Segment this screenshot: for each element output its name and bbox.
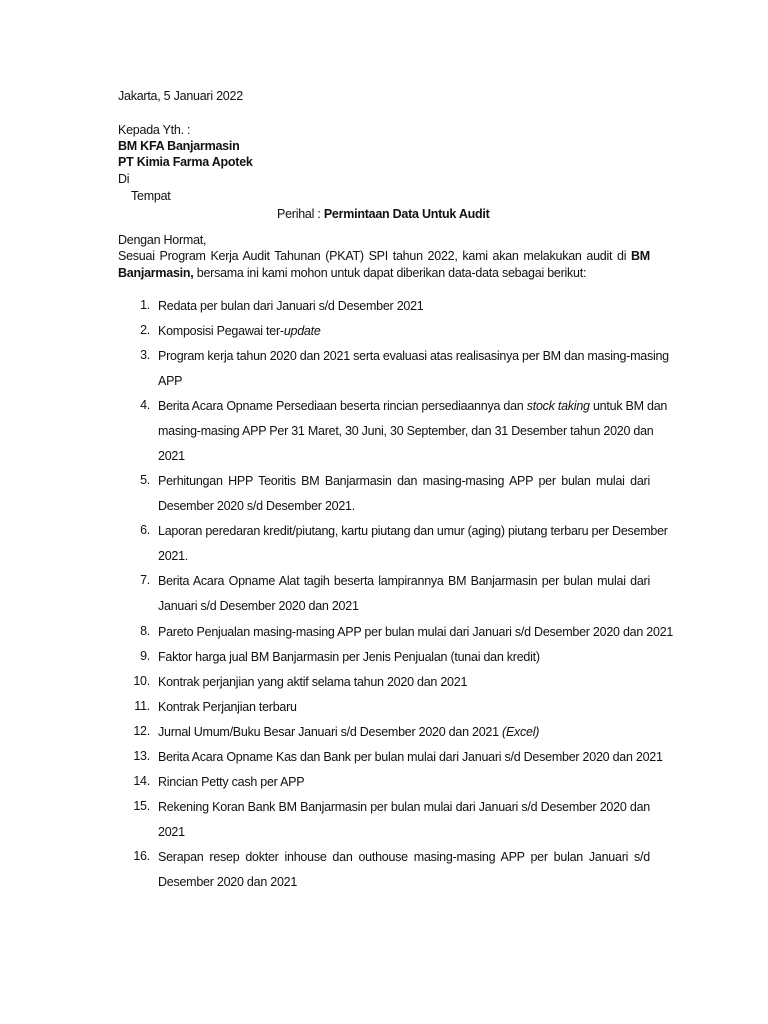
- list-item-number: 7.: [140, 573, 150, 587]
- list-item-line: [158, 373, 650, 398]
- recipient-company: PT Kimia Farma Apotek: [118, 155, 253, 169]
- list-item-italic: stock taking: [526, 399, 590, 413]
- list-item-line: [158, 598, 650, 623]
- list-item-segment: Faktor harga jual BM Banjarmasin per Jenis Penjualan (tunai dan kredit): [158, 650, 540, 664]
- list-item-text: [158, 724, 650, 749]
- intro-bold-banjarmasin: Banjarmasin,: [118, 266, 194, 280]
- intro-text: Sesuai Program Kerja Audit Tahunan (PKAT) SPI tahun 2022, kami akan melakukan audit di: [118, 249, 627, 263]
- letter-date: Jakarta, 5 Januari 2022: [118, 89, 243, 103]
- list-item-line: [158, 498, 650, 523]
- recipient-name: BM KFA Banjarmasin: [118, 139, 240, 153]
- list-item-segment: Komposisi Pegawai ter-: [158, 324, 284, 338]
- salutation-to: Kepada Yth. :: [118, 123, 191, 137]
- list-item-segment: Kontrak Perjanjian terbaru: [158, 700, 297, 714]
- list-item-segment: Berita Acara Opname Kas dan Bank per bulan mulai dari Januari s/d Desember 2020 dan 2021: [158, 750, 663, 764]
- list-item-segment: Pareto Penjualan masing-masing APP per bulan mulai dari Januari s/d Desember 2020 dan 2021: [158, 625, 674, 639]
- list-item-number: 12.: [133, 724, 150, 738]
- list-item-line: [158, 523, 668, 548]
- list-item-segment: Rincian Petty cash per APP: [158, 775, 305, 789]
- list-item-segment: 2021.: [158, 549, 189, 563]
- list-item-segment: Serapan resep dokter inhouse dan outhouse masing-masing APP per bulan Januari s/d: [158, 850, 650, 864]
- intro-bold-bm: BM: [631, 249, 650, 263]
- list-item-segment: untuk BM dan: [592, 399, 668, 413]
- list-item-text: [158, 699, 650, 724]
- list-item-segment: Program kerja tahun 2020 dan 2021 serta evaluasi atas realisasinya per BM dan masing-masing: [158, 349, 669, 363]
- list-item-number: 3.: [140, 348, 150, 362]
- list-item-italic: (Excel): [502, 725, 540, 739]
- intro-line-1: [118, 248, 650, 264]
- list-item-segment: masing-masing APP Per 31 Maret, 30 Juni, 30 September, dan 31 Desember tahun 2020 dan: [158, 424, 654, 438]
- list-item-number: 1.: [140, 298, 150, 312]
- list-item-segment: Laporan peredaran kredit/piutang, kartu piutang dan umur (aging) piutang terbaru per Desember: [158, 524, 668, 538]
- list-item-number: 14.: [133, 774, 150, 788]
- list-item-line: [158, 874, 650, 899]
- list-item-text: [158, 473, 650, 523]
- list-item-line: [158, 448, 650, 473]
- list-item-text: [158, 398, 668, 473]
- list-item-text: [158, 323, 650, 348]
- subject-line: [277, 206, 490, 222]
- list-item-line: [158, 398, 668, 423]
- list-item-number: 2.: [140, 323, 150, 337]
- list-item-text: [158, 774, 650, 799]
- list-item-segment: Redata per bulan dari Januari s/d Desember 2021: [158, 299, 424, 313]
- list-item-number: 9.: [140, 649, 150, 663]
- list-item-number: 10.: [133, 674, 150, 688]
- list-item-segment: Desember 2020 s/d Desember 2021.: [158, 499, 355, 513]
- list-item-segment: APP: [158, 374, 183, 388]
- list-item-line: [158, 749, 663, 774]
- list-item-number: 4.: [140, 398, 150, 412]
- list-item-line: [158, 624, 674, 649]
- list-item-text: [158, 674, 650, 699]
- recipient-tempat: Tempat: [131, 189, 171, 203]
- list-item-line: [158, 774, 650, 799]
- list-item-line: [158, 724, 650, 749]
- intro-line-2: [118, 265, 586, 281]
- list-item-text: [158, 298, 650, 323]
- list-item-segment: Kontrak perjanjian yang aktif selama tahun 2020 dan 2021: [158, 675, 468, 689]
- list-item-number: 5.: [140, 473, 150, 487]
- subject-label: Perihal :: [277, 207, 321, 221]
- list-item-line: [158, 849, 650, 874]
- list-item-segment: 2021: [158, 449, 185, 463]
- greeting: Dengan Hormat,: [118, 233, 207, 247]
- list-item-line: [158, 824, 650, 849]
- list-item-number: 6.: [140, 523, 150, 537]
- list-item-segment: Desember 2020 dan 2021: [158, 875, 298, 889]
- list-item-segment: Rekening Koran Bank BM Banjarmasin per bulan mulai dari Januari s/d Desember 2020 dan: [158, 800, 650, 814]
- list-item-line: [158, 298, 650, 323]
- list-item-italic: update: [283, 324, 321, 338]
- list-item-text: [158, 849, 650, 899]
- list-item-line: [158, 799, 650, 824]
- list-item-line: [158, 573, 650, 598]
- list-item-segment: Berita Acara Opname Persediaan beserta rincian persediaannya dan: [158, 399, 524, 413]
- list-item-line: [158, 699, 650, 724]
- recipient-di: Di: [118, 172, 130, 186]
- list-item-number: 11.: [134, 699, 150, 713]
- list-item-line: [158, 423, 654, 448]
- list-item-segment: 2021: [158, 825, 185, 839]
- list-item-text: [158, 749, 663, 774]
- list-item-text: [158, 348, 669, 398]
- list-item-number: 13.: [133, 749, 150, 763]
- list-item-text: [158, 799, 650, 849]
- list-item-line: [158, 323, 650, 348]
- list-item-text: [158, 573, 650, 623]
- list-item-number: 16.: [133, 849, 150, 863]
- intro-text-2: bersama ini kami mohon untuk dapat diberikan data-data sebagai berikut:: [196, 266, 587, 280]
- list-item-number: 15.: [133, 799, 150, 813]
- list-item-segment: Jurnal Umum/Buku Besar Januari s/d Desember 2020 dan 2021: [158, 725, 503, 739]
- list-item-line: [158, 473, 650, 498]
- list-item-line: [158, 548, 650, 573]
- list-item-segment: Berita Acara Opname Alat tagih beserta lampirannya BM Banjarmasin per bulan mulai dari: [158, 574, 650, 588]
- list-item-segment: Perhitungan HPP Teoritis BM Banjarmasin dan masing-masing APP per bulan mulai dari: [158, 474, 650, 488]
- list-item-text: [158, 523, 668, 573]
- list-item-line: [158, 674, 650, 699]
- list-item-line: [158, 649, 650, 674]
- list-item-line: [158, 348, 669, 373]
- subject-value: Permintaan Data Untuk Audit: [323, 207, 490, 221]
- list-item-number: 8.: [140, 624, 150, 638]
- list-item-text: [158, 624, 674, 649]
- list-item-text: [158, 649, 650, 674]
- list-item-segment: Januari s/d Desember 2020 dan 2021: [158, 599, 359, 613]
